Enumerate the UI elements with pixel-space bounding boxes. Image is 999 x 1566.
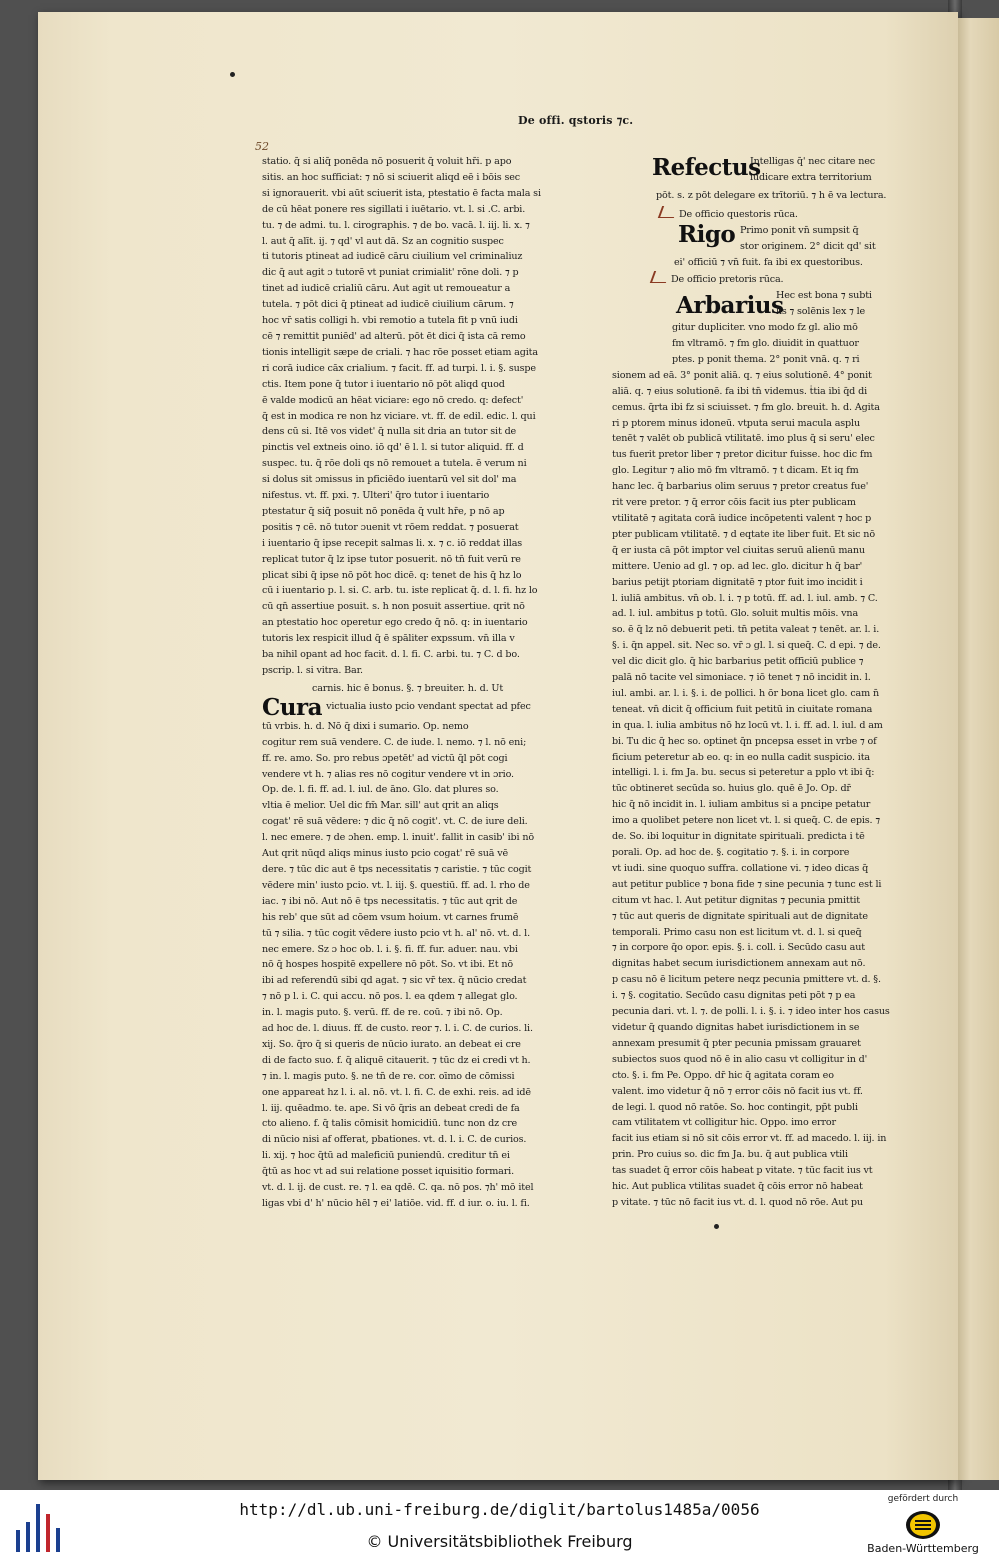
text-line: ctis. Item pone q̄ tutor i iuentario nō pōt aliqd quod	[262, 378, 505, 390]
text-line: tenēt ⁊ valēt ob publicā vtilitatē. imo plus q̄ si seru' elec	[612, 433, 875, 445]
text-line: Op. de. l. fi. ff. ad. l. iul. de āno. Glo. dat plures so.	[262, 784, 499, 796]
text-line: l. iij. quēadmo. te. ape. Si vō q̄ris an debeat credi de fa	[262, 1102, 520, 1114]
text-line: nec emere. Sz ɔ hoc ob. l. i. §. fi. ff. fur. aduer. nau. vbi	[262, 943, 518, 955]
text-line: ba nihil opant ad hoc facit. d. l. fi. C. arbi. tu. ⁊ C. d bo.	[262, 649, 520, 661]
text-line: tas suadet q̄ error cōis habeat p vitate. ⁊ tūc facit ius vt	[612, 1165, 873, 1177]
text-line: tinet ad iudicē crialiū cāru. Aut agit ut remoueatur a	[262, 283, 511, 295]
text-line: videtur q̄ quando dignitas habet iurisdictionem in se	[612, 1021, 860, 1033]
arbarius-line: fm vltramō. ⁊ fm glo. diuidit in quattuor	[672, 337, 859, 349]
text-line: iul. ambi. ar. l. i. §. i. de pollici. h ōr bona licet glo. cam n̄	[612, 687, 880, 699]
text-line: porali. Op. ad hoc de. §. cogitatio ⁊. §. i. in corpore	[612, 847, 850, 858]
text-line: ad. l. iul. ambitus p totū. Glo. soluit multis mōis. vna	[612, 608, 859, 620]
text-line: aut petitur publice ⁊ bona fide ⁊ sine pecunia ⁊ tunc est li	[612, 878, 882, 890]
text-line: facit ius etiam si nō sit cōis error vt. ff. ad macedo. l. iij. in	[612, 1133, 887, 1145]
next-page-edge	[958, 18, 999, 1480]
text-line: §. i. q̄n appel. sit. Nec so. vr̄ ɔ gl. l. si queq̄. C. d epi. ⁊ de.	[612, 640, 881, 652]
text-line: de cū hēat ponere res sigillati i iuētario. vt. l. si .C. arbi.	[262, 203, 526, 215]
text-line: ti tutoris ptineat ad iudicē cāru ciuilium vel criminaliuz	[262, 251, 523, 263]
text-line: de. So. ibi loquitur in dignitate spirituali. predicta i tē	[612, 831, 865, 843]
text-line: hic q̄ nō incidit in. l. iuliam ambitus si a pncipe petatur	[612, 799, 871, 811]
arbarius-text-mid	[672, 320, 859, 368]
text-line: tutela. ⁊ pōt dici q̄ ptineat ad iudicē ciuilium cārum. ⁊	[262, 299, 514, 311]
text-line: vtilitatē ⁊ agitata corā iudice incōpetenti valent ⁊ hoc p	[612, 512, 872, 524]
text-line: tūc obtineret secūda so. huius glo. quē ē Jo. Op. dr̄	[612, 783, 851, 795]
text-line: p vitate. ⁊ tūc nō facit ius vt. d. l. quod nō rōe. Aut pu	[612, 1196, 863, 1208]
text-line: li. xij. ⁊ hoc q̄tū ad maleficiū puniendū. creditur tn̄ ei	[262, 1150, 510, 1162]
text-line: vt. d. l. ij. de cust. re. ⁊ l. ea qdē. C. qa. nō pos. ⁊h' mō itel	[262, 1182, 534, 1194]
refectus-line: Intelligas q̄' nec citare nec	[750, 156, 876, 167]
permalink-url[interactable]: http://dl.ub.uni-freiburg.de/diglit/bartolus1485a/0056	[239, 1500, 760, 1519]
text-line: ⁊ nō p l. i. C. qui accu. nō pos. l. ea qdem ⁊ allegat glo.	[262, 991, 518, 1003]
text-line: di de facto suo. f. q̄ aliquē citauerit. ⁊ tūc dz ei credi vt h.	[262, 1054, 531, 1066]
text-line: imo a quolibet petere non licet vt. l. si queq̄. C. de epis. ⁊	[612, 815, 880, 827]
text-line: de legi. l. quod nō ratōe. So. hoc contingit, pp̄t publi	[612, 1101, 858, 1113]
arbarius-line: Hec est bona ⁊ subti	[776, 289, 872, 301]
text-line: l. nec emere. ⁊ de ɔhen. emp. l. inuit'. fallit in casib' ibi nō	[262, 832, 534, 844]
text-line: cogat' rē suā vēdere: ⁊ dic q̄ nō cogit'. vt. C. de iure deli.	[262, 816, 528, 828]
text-line: sitis. an hoc sufficiat: ⁊ nō si sciuerit aliqd eē i bōis sec	[262, 171, 520, 183]
text-line: ⁊ in. l. magis puto. §. ne tn̄ de re. cor. oīmo de cōmissi	[262, 1070, 515, 1082]
text-line: replicat tutor q̄ lz ipse tutor posuerit. nō tn̄ fuit verū re	[262, 553, 521, 565]
text-line: suspec. tu. q̄ rōe doli qs nō remouet a tutela. ē verum ni	[262, 458, 527, 470]
text-line: hic. Aut publica vtilitas suadet q̄ cōis error nō habeat	[612, 1181, 863, 1193]
text-line: dic q̄ aut agit ɔ tutorē vt puniat crimialit' rōne doli. ⁊ p	[262, 267, 519, 279]
text-line: dens cū si. Itē vos videt' q̄ nulla sit dria an tutor sit de	[262, 426, 517, 438]
arbarius-line: sionem ad eā. 3° ponit aliā. q. ⁊ eius solutionē. 4° ponit	[612, 369, 872, 381]
text-line: ri corā iudice cāx crialium. ⁊ facit. ff. ad turpi. l. i. §. suspe	[262, 362, 536, 374]
paragraph-mark	[650, 271, 670, 283]
text-line: valent. imo videtur q̄ nō ⁊ error cōis nō facit ius vt. ff.	[612, 1085, 863, 1097]
text-line: cto alieno. f. q̄ talis cōmisit homicidiū. tunc non dz cre	[262, 1118, 518, 1130]
text-line: an ptestatio hoc operetur ego credo q̄ nō. q: in iuentario	[262, 617, 528, 629]
text-line: tu. ⁊ de admi. tu. l. cirographis. ⁊ de bo. vacā. l. iij. li. x. ⁊	[262, 219, 530, 231]
text-line: p casu nō ē licitum petere neqz pecunia pmittere vt. d. §.	[612, 974, 881, 986]
right-column-lines	[612, 384, 890, 1211]
text-line: cū i iuentario p. l. si. C. arb. tu. iste replicat q̄. d. l. fi. hz lo	[262, 585, 538, 597]
rigo-text-top	[740, 223, 876, 255]
text-line: statio. q̄ si aliq̄ ponēda nō posuerit q̄ voluit hr̄i. p apo	[262, 156, 512, 167]
text-line: cē ⁊ remittit puniēd' ad alterū. pōt ēt dici q̄ ista cā remo	[262, 330, 526, 342]
text-line: Aut qrit nūqd aliqs minus iusto pcio cogat' rē suā vē	[262, 848, 509, 860]
funding-badge	[867, 1494, 979, 1555]
text-line: pecunia dari. vt. l. ⁊. de polli. l. i. §. i. ⁊ ideo inter hos casus	[612, 1006, 890, 1018]
rigo-line: Primo ponit vn̄ sumpsit q̄	[740, 224, 859, 236]
text-line: positis ⁊ cē. nō tutor ɔuenit vt rōem reddat. ⁊ posuerat	[262, 521, 519, 533]
text-line: palā nō tacite vel simoniace. ⁊ iō tenet ⁊ nō incidit in. l.	[612, 672, 871, 684]
text-line: i iuentario q̄ ipse recepit salmas li. x. ⁊ c. iō reddat illas	[262, 537, 523, 549]
text-line: tus fuerit pretor liber ⁊ pretor dicitur fuisse. hoc dic fm	[612, 449, 873, 461]
text-line: xij. So. q̄ro q̄ si queris de nūcio iurato. an debeat ei cre	[262, 1038, 521, 1050]
text-line: vt iudi. sine quoquo suffra. collatione vi. ⁊ ideo dicas q̄	[612, 862, 869, 874]
arbarius-line: gitur dupliciter. vno modo fz gl. alio mō	[672, 321, 858, 333]
text-line: q̄ est in modica re non hz viciare. vt. ff. de edil. edic. l. qui	[262, 410, 536, 422]
text-line: citum vt hac. l. Aut petitur dignitas ⁊ pecunia pmittit	[612, 894, 860, 906]
refectus-text-top	[750, 154, 875, 186]
text-line: barius petijt ptoriam dignitatē ⁊ ptor fuit imo incidit i	[612, 576, 863, 588]
refectus-block	[612, 154, 887, 206]
text-line: aliā. q. ⁊ eius solutionē. fa ibi tn̄ videmus. ṫtia ibi q̄d di	[612, 385, 867, 397]
copyright-notice: © Universitätsbibliothek Freiburg	[366, 1532, 633, 1551]
running-header: De offi. qstoris ⁊c.	[518, 114, 634, 127]
arbarius-line: ptes. p ponit thema. 2° ponit vnā. q. ⁊ ri	[672, 353, 860, 365]
text-line: hoc vr̄ satis colligi h. vbi remotio a tutela fit p vnū iudi	[262, 315, 518, 327]
text-line: prin. Pro cuius so. dic fm Ja. bu. q̄ aut publica vtili	[612, 1149, 848, 1161]
cura-intro: carnis. hic ē bonus. §. ⁊ breuiter. h. d. Ut	[312, 682, 504, 694]
text-line: pter publicam vtilitatē. ⁊ d eqtate ite liber fuit. Et sic nō	[612, 528, 875, 540]
text-line: vltia ē melior. Uel dic fm̄ Mar. sill' aut qrit an aliqs	[262, 800, 499, 812]
text-line: l. aut q̄ alīt. ij. ⁊ qd' vl aut dā. Sz an cognitio suspec	[262, 235, 504, 247]
text-line: ⁊ in corpore q̄o opor. epis. §. i. coll. i. Secūdo casu aut	[612, 942, 865, 954]
text-line: one appareat hz l. i. al. nō. vt. l. fi. C. de exhi. reis. ad idē	[262, 1086, 531, 1098]
text-line: ff. re. amo. So. pro rebus ɔpetēt' ad victū q̄l pōt cogi	[262, 752, 508, 764]
arbarius-text-top	[776, 288, 872, 320]
text-line: in qua. l. iulia ambitus nō hz locū vt. l. i. ff. ad. l. iul. d am	[612, 719, 883, 731]
rigo-heading: Rigo	[678, 220, 736, 248]
ink-spot	[230, 72, 235, 77]
arbarius-heading: Arbarius	[676, 291, 784, 319]
text-line: dignitas habet secum iurisdictionem annexam aut nō.	[612, 958, 866, 970]
text-line: l. iuliā ambitus. vn̄ ob. l. i. ⁊ p totū. ff. ad. l. iul. amb. ⁊ C.	[612, 592, 878, 604]
left-column-lines	[262, 154, 542, 679]
text-line: glo. Legitur ⁊ alio mō fm vltramō. ⁊ t dicam. Et iq fm	[612, 465, 859, 477]
text-line: di nūcio nisi af offerat, pbationes. vt. d. l. i. C. de curios.	[262, 1134, 527, 1146]
arbarius-line: lis ⁊ solēnis lex ⁊ le	[776, 305, 866, 317]
rigo-line: ei' officiū ⁊ vn̄ fuit. fa ibi ex questoribus.	[674, 256, 863, 268]
text-line: ficium peteretur ab eo. q: in eo nulla cadit suspicio. ita	[612, 751, 870, 763]
text-line: vel dic dicit glo. q̄ hic barbarius petit officiū publice ⁊	[612, 656, 864, 668]
text-line: annexam presumit q̄ pter pecunia pmissam grauaret	[612, 1037, 861, 1049]
text-line: cemus. q̄rta ibi fz si sciuisset. ⁊ fm glo. breuit. h. d. Agita	[612, 401, 880, 413]
text-line: intelligi. l. i. fm Ja. bu. secus si peteretur a pplo vt ibi q̄:	[612, 767, 875, 779]
text-line: ptestatur q̄ siq̄ posuit nō ponēda q̄ vult hr̄e, p nō ap	[262, 505, 505, 517]
right-column	[612, 154, 890, 1211]
text-line: tutoris lex respicit illud q̄ ē spāliter expssum. vn̄ illa v	[262, 633, 515, 645]
text-line: temporali. Primo casu non est licitum vt. d. l. si queq̄	[612, 926, 862, 938]
rigo-block	[612, 220, 880, 271]
text-line: ibi ad referendū sibi qd agat. ⁊ sic vr̄ tex. q̄ nūcio credat	[262, 975, 527, 987]
text-line: q̄ er iusta cā pōt imptor vel ciuitas seruū alienū manu	[612, 544, 865, 556]
refectus-heading: Refectus	[652, 154, 761, 181]
text-line: so. ē q̄ lz nō debuerit peti. tn̄ petita valeat ⁊ tenēt. ar. l. i.	[612, 624, 880, 636]
state-name: Baden-Württemberg	[867, 1542, 979, 1555]
text-line: cogitur rem suā vendere. C. de iude. l. nemo. ⁊ l. nō eni;	[262, 736, 527, 748]
ink-spot	[714, 1224, 719, 1229]
text-line: pscrip. l. si vitra. Bar.	[262, 665, 363, 676]
text-line: i. ⁊ §. cogitatio. Secūdo casu dignitas peti pōt ⁊ p ea	[612, 990, 856, 1002]
footer-bar	[0, 1490, 999, 1566]
text-line: ē valde modicū an hēat viciare: ego nō credo. q: defect'	[262, 394, 524, 406]
text-line: plicat sibi q̄ ipse nō pōt hoc dicē. q: tenet de his q̄ hz lo	[262, 569, 522, 581]
rigo-line: stor originem. 2° dicit qd' sit	[740, 240, 876, 252]
text-line: mittere. Uenio ad gl. ⁊ op. ad lec. glo. dicitur h q̄ bar'	[612, 560, 863, 572]
text-line: si ignorauerit. vbi aūt sciuerit ista, ptestatio ē facta mala si	[262, 187, 541, 199]
text-line: cū qn̄ assertiue posuit. s. h non posuit assertiue. qrit nō	[262, 601, 525, 613]
text-line: q̄tū as hoc vt ad sui relatione posset iquisitio formari.	[262, 1166, 514, 1178]
text-line: si dolus sit ɔmissus in pficiēdo iuentarū vel sit dol' ma	[262, 474, 517, 486]
text-line: cam vtilitatem vt colligitur hic. Oppo. imo error	[612, 1117, 836, 1129]
text-line: ligas vbi d' h' nūcio hēl ⁊ ei' latiōe. vid. ff. d iur. o. iu. l. fi.	[262, 1198, 530, 1209]
text-line: hanc lec. q̄ barbarius olim seruus ⁊ pretor creatus fue'	[612, 481, 869, 493]
text-line: subiectos suos quod nō ē in alio casu vt colligitur in d'	[612, 1053, 868, 1065]
arbarius-block	[612, 288, 880, 368]
text-line: pinctis vel extneis oino. iō qd' ē l. l. si tutor aliquid. ff. d	[262, 442, 524, 454]
text-line: dere. ⁊ tūc dic aut ē tps necessitatis ⁊ caristie. ⁊ tūc cogit	[262, 863, 532, 875]
text-line: nō q̄ hospes hospitē expellere nō pōt. So. vt ibi. Et nō	[262, 959, 514, 971]
cura-lines	[262, 719, 542, 1212]
refectus-line: pōt. s. z pōt delegare ex trītoriū. ⁊ h ē va lectura.	[656, 190, 887, 201]
text-line: ri p ptorem minus idoneū. vtputa serui macula asplu	[612, 417, 860, 429]
text-line: ad hoc de. l. diuus. ff. de custo. reor ⁊. l. i. C. de curios. li.	[262, 1023, 533, 1035]
cura-heading: Cura	[262, 693, 323, 721]
folio-number: 52	[255, 140, 269, 153]
cura-first-line: victualia iusto pcio vendant spectat ad pfec	[326, 700, 531, 712]
text-line: tionis intelligit sæpe de criali. ⁊ hac rōe posset etiam agita	[262, 346, 538, 358]
text-line: rit vere pretor. ⁊ q̄ error cōis facit ius pter publicam	[612, 497, 856, 509]
text-line: iac. ⁊ ibi nō. Aut nō ē tps necessitatis. ⁊ tūc aut qrit de	[262, 895, 518, 907]
text-line: ⁊ tūc aut queris de dignitate spirituali aut de dignitate	[612, 910, 868, 922]
text-line: teneat. vn̄ dicit q̄ officium fuit petitū in ciuitate romana	[612, 703, 873, 715]
text-line: vēdere min' iusto pcio. vt. l. iij. §. questiū. ff. ad. l. rho de	[262, 879, 530, 891]
text-line: his reb' que sūt ad cōem vsum hoium. vt carnes frumē	[262, 911, 519, 923]
text-line: nifestus. vt. ff. pxi. ⁊. Ulteri' q̄ro tutor i iuentario	[262, 490, 490, 502]
refectus-line: iudicare extra territorium	[750, 171, 872, 183]
text-line: in. l. magis puto. §. verū. ff. de re. coū. ⁊ ibi nō. Op.	[262, 1007, 503, 1019]
text-line: tū ⁊ silia. ⁊ tūc cogit vēdere iusto pcio vt h. al' nō. vt. d. l.	[262, 927, 530, 939]
text-line: vendere vt h. ⁊ alias res nō cogitur vendere vt in ɔrio.	[262, 768, 514, 780]
left-column	[262, 154, 542, 1212]
text-line: cto. §. i. fm Pe. Oppo. dr̄ hic q̄ agitata coram eo	[612, 1069, 834, 1081]
paragraph-mark	[658, 206, 678, 218]
text-line: bi. Tu dic q̄ hec so. optinet q̄n pncepsa esset in vrbe ⁊ of	[612, 735, 877, 747]
funded-by-label: gefördert durch	[887, 1494, 959, 1504]
rubric-questoris: De officio questoris rūca.	[612, 206, 880, 223]
baden-wuerttemberg-crest-icon	[905, 1510, 941, 1540]
text-line: tū vrbis. h. d. Nō q̄ dixi i sumario. Op. nemo	[262, 720, 469, 732]
rubric-pretoris: De officio pretoris rūca.	[612, 271, 880, 288]
